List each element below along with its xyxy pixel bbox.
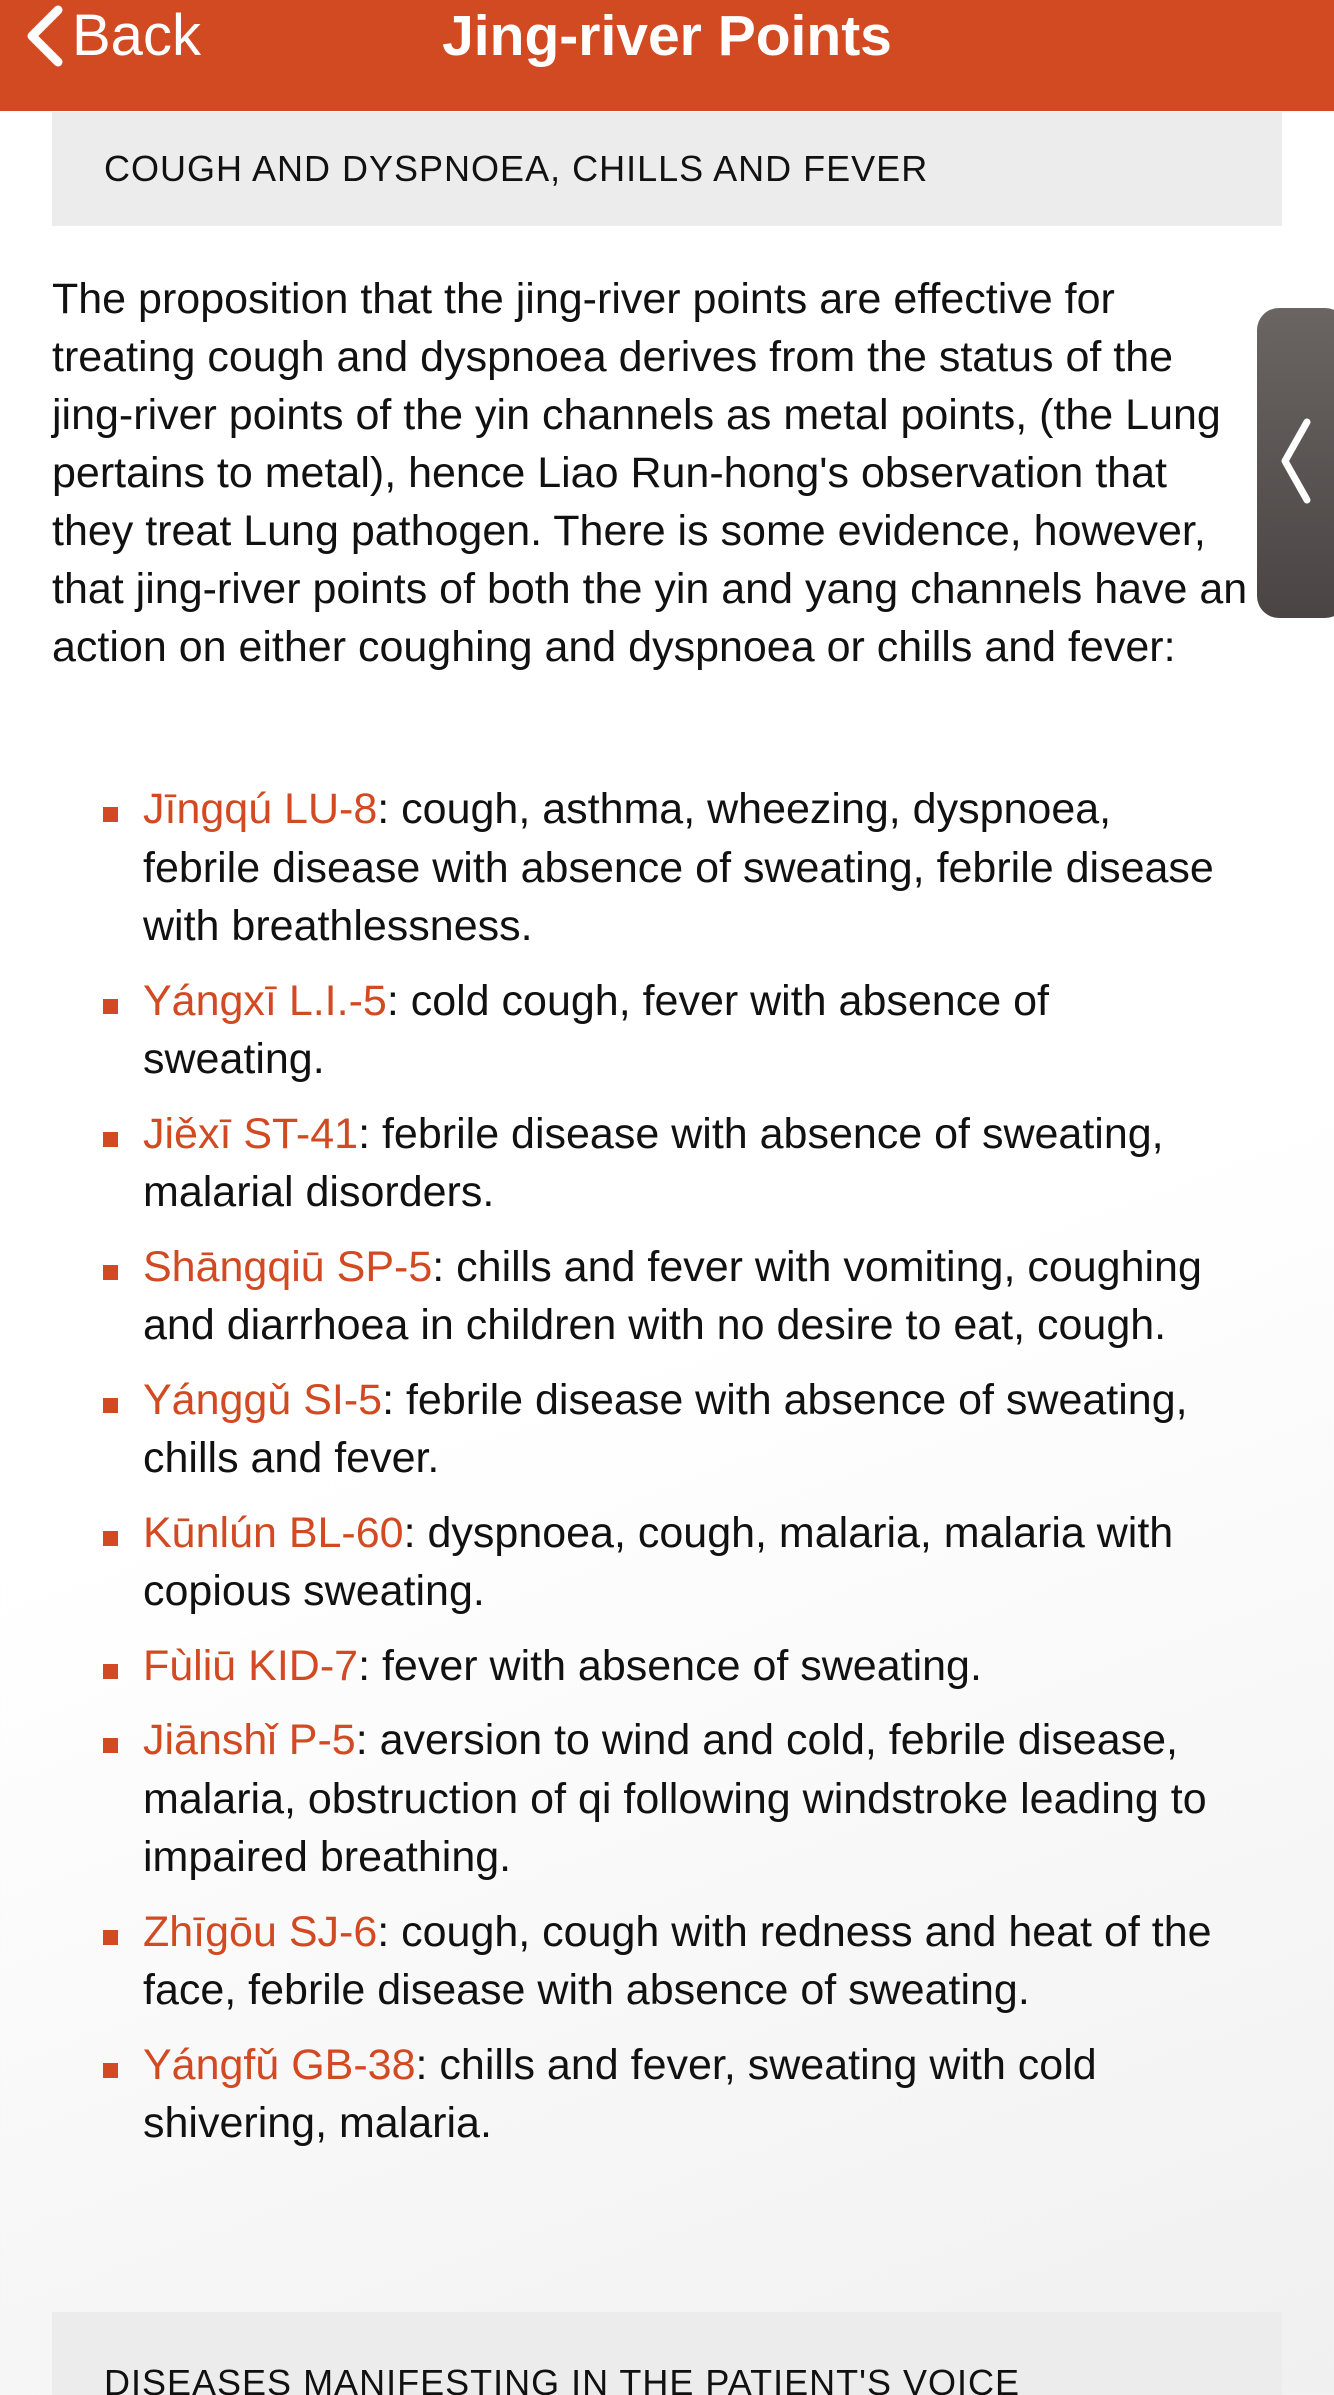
point-description: : cough, cough with redness and heat of the face, febrile disease with absence of sweating. [143,1907,1212,2014]
list-item [0,1711,1223,1887]
back-label: Back [72,3,201,68]
point-link[interactable]: Yángfǔ GB-38 [143,2040,416,2089]
point-description: : febrile disease with absence of sweating, chills and fever. [143,1375,1188,1482]
point-link[interactable]: Zhīgōu SJ-6 [143,1907,378,1956]
bullet-icon [103,1398,118,1413]
list-item [0,1238,1223,1355]
bullet-icon [103,1531,118,1546]
point-link[interactable]: Fùliū KID-7 [143,1641,359,1690]
points-list [0,780,1334,2169]
bullet-icon [103,1265,118,1280]
point-description: : chills and fever with vomiting, coughing and diarrhoea in children with no desire to eat, cough. [143,1242,1202,1349]
list-item [0,780,1223,956]
bullet-icon [103,2063,118,2078]
page-title: Jing-river Points [442,4,892,68]
bullet-icon [103,999,118,1014]
point-link[interactable]: Yángxī L.I.-5 [143,976,387,1025]
point-description: : cold cough, fever with absence of sweating. [143,976,1049,1083]
point-description: : aversion to wind and cold, febrile disease, malaria, obstruction of qi following windstroke leading to impaired breathing. [143,1716,1207,1881]
point-description: : febrile disease with absence of sweating, malarial disorders. [143,1109,1164,1216]
bullet-icon [103,1738,118,1753]
section-header: COUGH AND DYSPNOEA, CHILLS AND FEVER [52,112,1282,226]
back-button[interactable] [22,0,201,72]
point-description: : cough, asthma, wheezing, dyspnoea, febrile disease with absence of sweating, febrile disease with breathlessness. [143,785,1214,950]
point-link[interactable]: Yánggǔ SI-5 [143,1375,383,1424]
point-link[interactable]: Jiānshǐ P-5 [143,1716,356,1764]
point-link[interactable]: Shāngqiū SP-5 [143,1242,433,1291]
list-item [0,1504,1223,1621]
bullet-icon [103,1664,118,1679]
chevron-left-icon [22,0,68,72]
list-item [0,1371,1223,1488]
chevron-left-icon [1277,416,1313,511]
point-description: : fever with absence of sweating. [358,1641,982,1690]
intro-paragraph: The proposition that the jing-river points are effective for treating cough and dyspnoea derives from the status of the jing-river points of the yin channels as metal points, (the Lung pertains to metal), hence Liao Run-hong's observation that they treat Lung pathogen. There is some evidence, however, that jing-river points of both the yin and yang channels have an action on either coughing and dyspnoea or chills and fever: [52,275,1248,671]
point-link[interactable]: Kūnlún BL-60 [143,1508,404,1557]
bullet-icon [103,807,118,822]
point-link[interactable]: Jīngqú LU-8 [143,785,378,833]
side-drawer-handle[interactable] [1257,308,1334,618]
list-item [0,972,1223,1089]
bullet-icon [103,1132,118,1147]
list-item [0,1105,1223,1222]
point-description: : dyspnoea, cough, malaria, malaria with copious sweating. [143,1508,1174,1615]
list-item [0,1637,1223,1696]
navigation-bar [0,0,1334,111]
bullet-icon [103,1930,118,1945]
list-item [0,2036,1223,2153]
point-description: : chills and fever, sweating with cold shivering, malaria. [143,2040,1097,2147]
point-link[interactable]: Jiěxī ST-41 [143,1109,359,1158]
list-item [0,1903,1223,2020]
section-header: DISEASES MANIFESTING IN THE PATIENT'S VOICE [52,2312,1282,2395]
